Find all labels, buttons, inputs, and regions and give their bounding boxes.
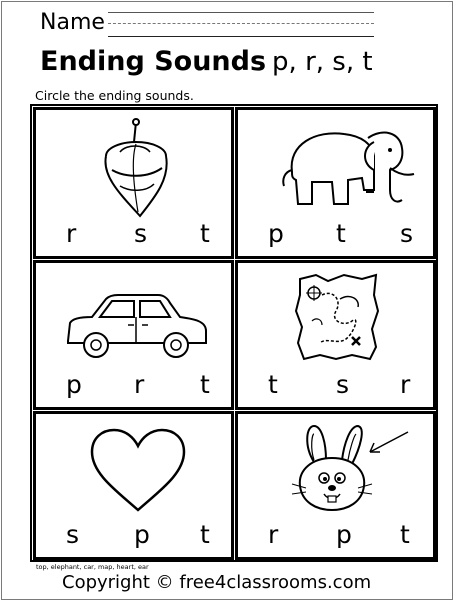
choice-2[interactable]: s: [336, 370, 350, 399]
choice-1[interactable]: s: [66, 520, 80, 549]
choice-2[interactable]: t: [336, 219, 346, 248]
choice-3[interactable]: t: [200, 520, 210, 549]
heart-picture: [88, 426, 188, 514]
choice-3[interactable]: s: [400, 219, 414, 248]
picture-key-credit: top, elephant, car, map, heart, ear: [36, 563, 149, 571]
picture-grid: [30, 104, 438, 562]
name-writing-line-midline: [108, 23, 374, 24]
choice-2[interactable]: p: [336, 520, 352, 549]
choice-2[interactable]: r: [134, 370, 145, 399]
answer-choices: [36, 513, 231, 557]
copyright-text: Copyright © free4classrooms.com: [62, 572, 372, 593]
answer-choices: [238, 212, 433, 256]
title-letters: p, r, s, t: [272, 47, 373, 77]
car-picture: [62, 291, 212, 363]
name-writing-line-baseline: [108, 36, 374, 37]
answer-choices: [238, 513, 433, 557]
choice-2[interactable]: s: [134, 219, 148, 248]
cell-rabbit: [235, 411, 436, 560]
choice-2[interactable]: p: [134, 520, 150, 549]
choice-3[interactable]: t: [400, 520, 410, 549]
choice-1[interactable]: p: [66, 370, 82, 399]
choice-1[interactable]: p: [268, 219, 284, 248]
spinning-top-picture: [90, 116, 182, 220]
answer-choices: [238, 363, 433, 407]
choice-1[interactable]: r: [66, 219, 77, 248]
title-main: Ending Sounds: [40, 46, 267, 77]
worksheet-title: [40, 46, 373, 80]
answer-choices: [36, 363, 231, 407]
choice-1[interactable]: r: [268, 520, 279, 549]
cell-map: [235, 260, 436, 410]
cell-elephant: [235, 107, 436, 259]
name-label: Name: [40, 10, 105, 35]
treasure-map-picture: [292, 271, 382, 363]
rabbit-picture: [284, 422, 414, 514]
choice-3[interactable]: t: [200, 370, 210, 399]
cell-heart: [33, 411, 234, 560]
cell-top: [33, 107, 234, 259]
instruction-text: Circle the ending sounds.: [35, 88, 194, 103]
cell-car: [33, 260, 234, 410]
choice-3[interactable]: r: [400, 370, 411, 399]
name-writing-line-top: [108, 12, 374, 13]
choice-1[interactable]: t: [268, 370, 278, 399]
elephant-picture: [278, 120, 418, 216]
answer-choices: [36, 212, 231, 256]
choice-3[interactable]: t: [200, 219, 210, 248]
